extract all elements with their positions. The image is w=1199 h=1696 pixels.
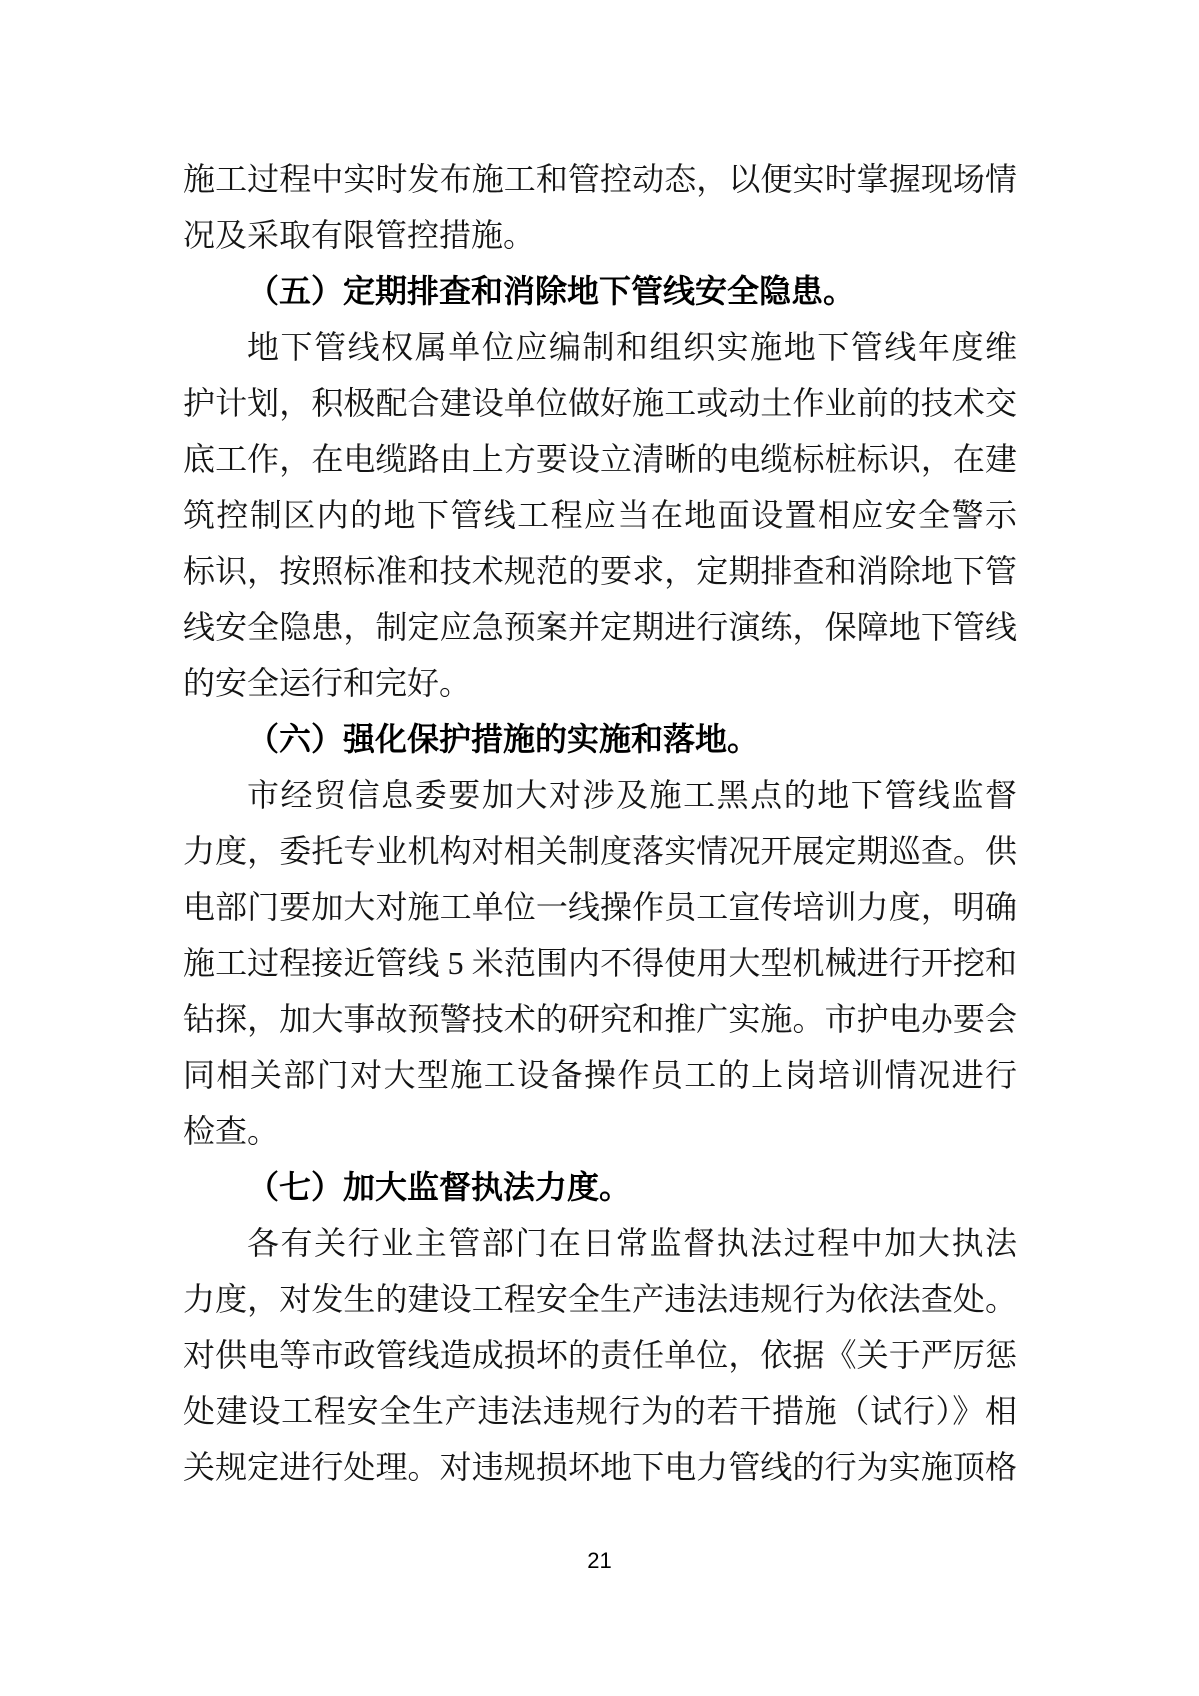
text-line: 钻探，加大事故预警技术的研究和推广实施。市护电办要会 [183, 1001, 1017, 1037]
section-heading-seven: （七）加大监督执法力度。 [247, 1169, 632, 1205]
document-body [183, 151, 1017, 1495]
text-line: 电部门要加大对施工单位一线操作员工宣传培训力度，明确 [183, 889, 1017, 925]
text-line: 况及采取有限管控措施。 [183, 217, 536, 253]
text-line: 力度，委托专业机构对相关制度落实情况开展定期巡查。供 [183, 833, 1017, 869]
text-line: 底工作，在电缆路由上方要设立清晰的电缆标桩标识，在建 [183, 441, 1017, 477]
text-line: 检查。 [183, 1113, 280, 1149]
text-line: 市经贸信息委要加大对涉及施工黑点的地下管线监督 [247, 777, 1017, 813]
text-line: 护计划，积极配合建设单位做好施工或动土作业前的技术交 [183, 385, 1017, 421]
section-heading-six: （六）强化保护措施的实施和落地。 [247, 721, 760, 757]
text-line: 施工过程接近管线 5 米范围内不得使用大型机械进行开挖和 [183, 945, 1017, 981]
text-line: 力度，对发生的建设工程安全生产违法违规行为依法查处。 [183, 1281, 1017, 1317]
text-line: 施工过程中实时发布施工和管控动态，以便实时掌握现场情 [183, 161, 1017, 197]
text-line: 地下管线权属单位应编制和组织实施地下管线年度维 [247, 329, 1017, 365]
text-line: 线安全隐患，制定应急预案并定期进行演练，保障地下管线 [183, 609, 1017, 645]
text-line: 筑控制区内的地下管线工程应当在地面设置相应安全警示 [183, 497, 1017, 533]
text-line: 的安全运行和完好。 [183, 665, 472, 701]
text-line: 处建设工程安全生产违法违规行为的若干措施（试行）》相 [183, 1393, 1017, 1429]
page-number: 21 [587, 1548, 612, 1573]
text-line: 标识，按照标准和技术规范的要求，定期排查和消除地下管 [183, 553, 1017, 589]
text-line: 同相关部门对大型施工设备操作员工的上岗培训情况进行 [183, 1057, 1017, 1093]
text-line: 各有关行业主管部门在日常监督执法过程中加大执法 [247, 1225, 1017, 1261]
text-line: 关规定进行处理。对违规损坏地下电力管线的行为实施顶格 [183, 1449, 1017, 1485]
section-heading-five: （五）定期排查和消除地下管线安全隐患。 [247, 273, 856, 309]
text-line: 对供电等市政管线造成损坏的责任单位，依据《关于严厉惩 [183, 1337, 1017, 1373]
